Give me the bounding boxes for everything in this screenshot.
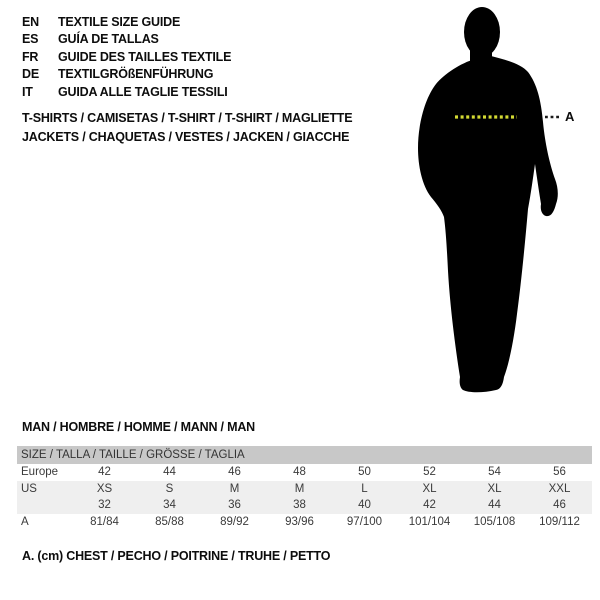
table-row	[17, 497, 592, 514]
table-cell: 52	[423, 466, 436, 479]
table-cell: 85/88	[155, 515, 184, 528]
table-cell: XL	[422, 482, 437, 495]
table-cell: S	[165, 482, 174, 495]
table-cell: XXL	[548, 482, 571, 495]
table-cell: XL	[487, 482, 502, 495]
table-row	[17, 514, 592, 531]
table-row	[17, 464, 592, 481]
language-row-en	[22, 13, 231, 31]
language-label: TEXTILGRÖßENFÜHRUNG	[58, 67, 214, 82]
table-cell: 109/112	[539, 515, 580, 528]
table-cell: M	[229, 482, 240, 495]
table-cell: 105/108	[473, 515, 516, 528]
table-cell: 97/100	[346, 515, 383, 528]
language-row-fr	[22, 48, 231, 66]
garment-line-jackets: JACKETS / CHAQUETAS / VESTES / JACKEN / GIACCHE	[22, 130, 350, 144]
table-cell: 42	[423, 499, 436, 512]
table-cell: 93/96	[285, 515, 314, 528]
table-cell: 44	[163, 466, 176, 479]
table-cell: 50	[358, 466, 371, 479]
size-table-body	[17, 464, 592, 530]
language-code: ES	[22, 32, 39, 47]
table-cell: 42	[98, 466, 111, 479]
row-label: Europe	[21, 466, 59, 479]
table-cell: L	[361, 482, 368, 495]
language-row-es	[22, 31, 231, 49]
language-label: GUIDA ALLE TAGLIE TESSILI	[58, 84, 228, 99]
man-silhouette-svg	[405, 0, 600, 400]
row-label: A	[21, 515, 29, 528]
language-code: FR	[22, 49, 39, 64]
garment-types-block	[22, 109, 352, 147]
table-cell: M	[294, 482, 305, 495]
table-cell: XS	[96, 482, 113, 495]
table-cell: 56	[553, 466, 566, 479]
table-cell: 48	[293, 466, 306, 479]
language-row-de	[22, 66, 231, 84]
man-silhouette-figure	[405, 0, 600, 400]
table-row	[17, 481, 592, 498]
table-cell: 81/84	[90, 515, 119, 528]
table-cell: 101/104	[408, 515, 451, 528]
language-row-it	[22, 83, 231, 101]
table-cell: 40	[358, 499, 371, 512]
silhouette-body	[418, 56, 558, 392]
table-cell: 38	[293, 499, 306, 512]
measure-label-a: A	[565, 109, 575, 124]
table-cell: 34	[163, 499, 176, 512]
table-cell: 89/92	[220, 515, 249, 528]
table-cell: 44	[488, 499, 501, 512]
language-code: IT	[22, 84, 33, 99]
section-title-man: MAN / HOMBRE / HOMME / MANN / MAN	[22, 420, 255, 434]
table-cell: 32	[98, 499, 111, 512]
language-title-block	[22, 13, 231, 101]
row-label: US	[21, 482, 37, 495]
garment-line-tshirts: T-SHIRTS / CAMISETAS / T-SHIRT / T-SHIRT / MAGLIETTE	[22, 111, 353, 125]
language-label: TEXTILE SIZE GUIDE	[58, 14, 181, 29]
table-cell: 54	[488, 466, 501, 479]
size-table-header: SIZE / TALLA / TAILLE / GRÖSSE / TAGLIA	[17, 446, 592, 464]
table-cell: 46	[553, 499, 566, 512]
language-code: EN	[22, 14, 39, 29]
size-table	[17, 446, 592, 530]
table-cell: 36	[228, 499, 241, 512]
measurement-footnote: A. (cm) CHEST / PECHO / POITRINE / TRUHE / PETTO	[22, 549, 331, 563]
language-label: GUIDE DES TAILLES TEXTILE	[58, 49, 232, 64]
language-code: DE	[22, 67, 39, 82]
language-label: GUÍA DE TALLAS	[58, 32, 159, 47]
table-cell: 46	[228, 466, 241, 479]
